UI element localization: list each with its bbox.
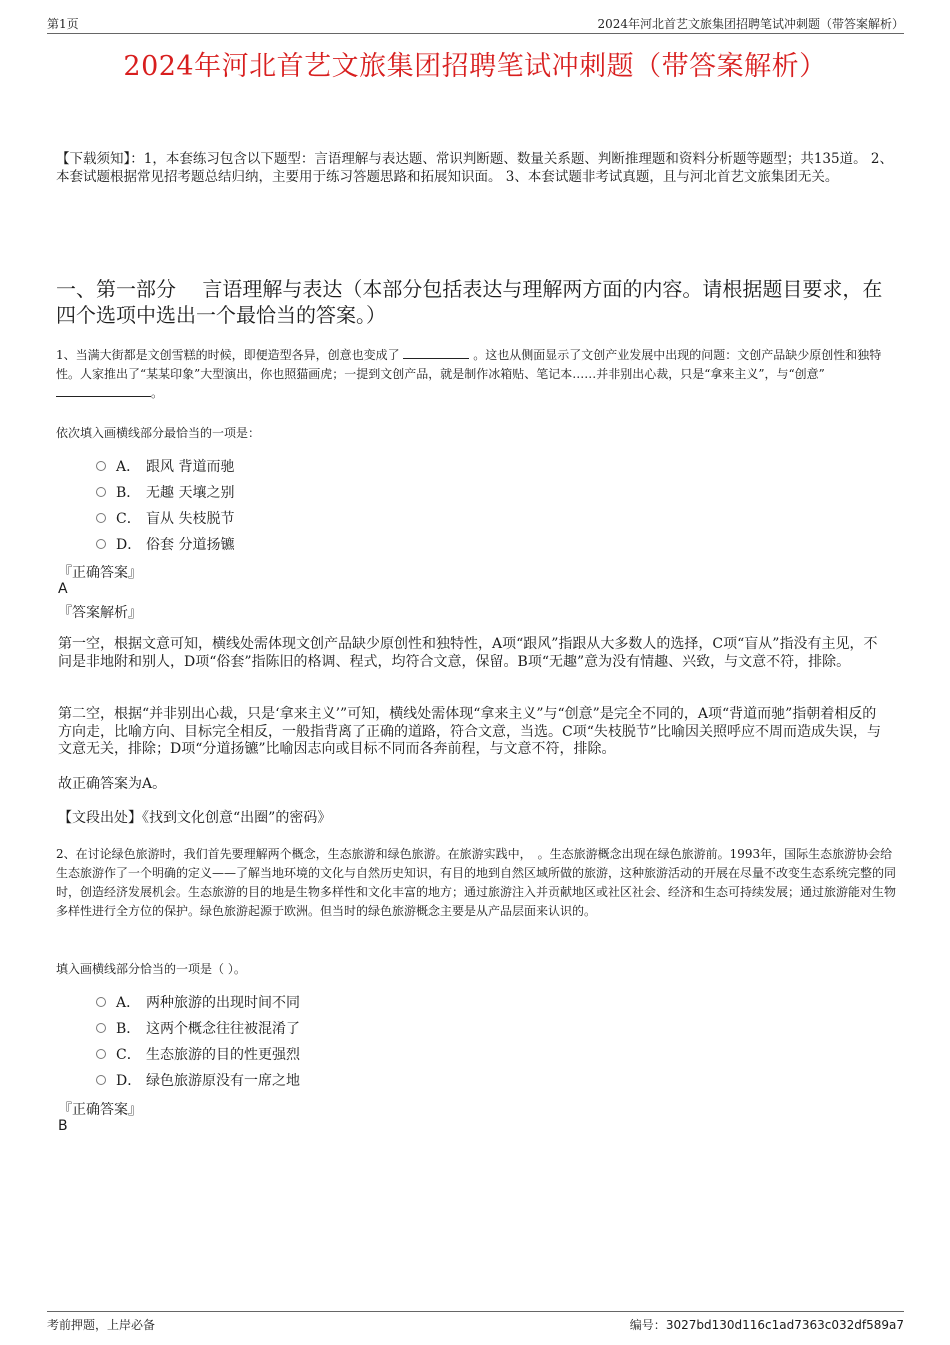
radio-icon[interactable] bbox=[96, 487, 106, 497]
analysis-paragraph-2: 第二空，根据“并非别出心裁，只是‘拿来主义’”可知，横线处需体现“拿来主义”与“创意”是完全不同的，A项“背道而驰”指朝着相反的方向走，比喻方向、目标完全相反，一般指背离了正确的道路，符合文意，当选。C项“失枝脱节”比喻因关照呼应不周而造成失误，与文意无关，排除；D项“分道扬镳”比喻因志向或目标不同而各奔前程，与文意不符，排除。 bbox=[58, 706, 882, 757]
option-a[interactable] bbox=[96, 989, 300, 1015]
option-c[interactable] bbox=[96, 1041, 300, 1067]
correct-answer-label: 『正确答案』 bbox=[58, 1102, 142, 1118]
footer-slogan: 考前押题，上岸必备 bbox=[47, 1318, 156, 1332]
radio-icon[interactable] bbox=[96, 997, 106, 1007]
option-text: 跟风 背道而驰 bbox=[146, 459, 235, 475]
radio-icon[interactable] bbox=[96, 1049, 106, 1059]
option-letter: C． bbox=[116, 1047, 141, 1063]
question-1-text-part-c: 。 bbox=[151, 386, 164, 400]
option-text: 两种旅游的出现时间不同 bbox=[146, 995, 300, 1011]
option-letter: D． bbox=[116, 537, 142, 553]
analysis-conclusion: 故正确答案为A。 bbox=[58, 776, 167, 792]
option-letter: A． bbox=[116, 459, 141, 475]
question-1-options bbox=[96, 453, 234, 557]
radio-icon[interactable] bbox=[96, 461, 106, 471]
option-text: 俗套 分道扬镳 bbox=[146, 537, 235, 553]
option-letter: B． bbox=[116, 485, 141, 501]
option-letter: C． bbox=[116, 511, 141, 527]
question-2-options bbox=[96, 989, 300, 1093]
analysis-paragraph-1: 第一空，根据文意可知，横线处需体现文创产品缺少原创性和独特性，A项“跟风”指跟从大多数人的选择，C项“盲从”指没有主见，不问是非地附和别人，D项“俗套”指陈旧的格调、程式，均符合文意，保留。B项“无趣”意为没有情趣、兴致，与文意不符，排除。 bbox=[58, 636, 878, 670]
option-text: 盲从 失枝脱节 bbox=[146, 511, 235, 527]
document-id bbox=[630, 1316, 904, 1333]
option-text: 生态旅游的目的性更强烈 bbox=[146, 1047, 300, 1063]
document-id-code: 3027bd130d116c1ad7363c032df589a7 bbox=[665, 1318, 904, 1332]
radio-icon[interactable] bbox=[96, 539, 106, 549]
page-number: 第1页 bbox=[47, 17, 79, 31]
document-id-label: 编号： bbox=[629, 1318, 666, 1332]
radio-icon[interactable] bbox=[96, 1075, 106, 1085]
option-letter: B． bbox=[116, 1021, 141, 1037]
option-d[interactable] bbox=[96, 531, 234, 557]
option-b[interactable] bbox=[96, 1015, 300, 1041]
option-letter: A． bbox=[116, 995, 141, 1011]
option-text: 无趣 天壤之别 bbox=[146, 485, 235, 501]
page-header bbox=[47, 13, 904, 34]
download-notice: 【下载须知】：1，本套练习包含以下题型：言语理解与表达题、常识判断题、数量关系题、判断推理题和资料分析题等题型；共135道。 2、本套试题根据常见招考题总结归纳，主要用于练习答题思路和拓展知识面。 3、本套试题非考试真题，且与河北首艺文旅集团无关。 bbox=[56, 151, 893, 185]
answer-blank-1 bbox=[403, 346, 469, 359]
section-heading: 一、第一部分 言语理解与表达（本部分包括表达与理解两方面的内容。请根据题目要求，在四个选项中选出一个最恰当的答案。） bbox=[56, 277, 883, 327]
correct-answer-label: 『正确答案』 bbox=[58, 565, 142, 581]
radio-icon[interactable] bbox=[96, 513, 106, 523]
option-b[interactable] bbox=[96, 479, 234, 505]
analysis-label: 『答案解析』 bbox=[58, 605, 142, 621]
option-a[interactable] bbox=[96, 453, 234, 479]
question-2-text: 2、在讨论绿色旅游时，我们首先要理解两个概念，生态旅游和绿色旅游。在旅游实践中， 。生态旅游概念出现在绿色旅游前。1993年，国际生态旅游协会给生态旅游作了一个明确的定义——了解当地环境的文化与自然历史知识，有目的地到自然区域所做的旅游，这种旅游活动的开展在尽量不改变生态系统完整的同时，创造经济发展机会。生态旅游的目的地是生物多样性和文化丰富的地方；通过旅游注入并贡献地区或社区社会、经济和生态可持续发展；通过旅游能对生物多样性进行全方位的保护。绿色旅游起源于欧洲。但当时的绿色旅游概念主要是从产品层面来认识的。 bbox=[56, 847, 897, 918]
correct-answer: B bbox=[58, 1118, 68, 1134]
question-1-text-part-a: 1、当满大街都是文创雪糕的时候，即便造型各异，创意也变成了 bbox=[56, 348, 400, 362]
question-2-prompt: 填入画横线部分恰当的一项是（ ）。 bbox=[56, 962, 246, 976]
option-text: 绿色旅游原没有一席之地 bbox=[146, 1073, 300, 1089]
question-1-prompt: 依次填入画横线部分最恰当的一项是： bbox=[56, 426, 261, 440]
option-d[interactable] bbox=[96, 1067, 300, 1093]
text-source: 【文段出处】《找到文化创意“出圈”的密码》 bbox=[58, 810, 332, 826]
correct-answer: A bbox=[58, 581, 68, 597]
radio-icon[interactable] bbox=[96, 1023, 106, 1033]
option-text: 这两个概念往往被混淆了 bbox=[146, 1021, 300, 1037]
page-footer bbox=[47, 1311, 904, 1332]
answer-blank-2 bbox=[56, 384, 151, 397]
option-c[interactable] bbox=[96, 505, 234, 531]
question-1-text bbox=[56, 346, 898, 403]
question-1-text-part-b: 。这也从侧面显示了文创产业发展中出现的问题：文创产品缺少原创性和独特性。人家推出了“某某印象”大型演出，你也照猫画虎；一提到文创产品，就是制作冰箱贴、笔记本……并非别出心裁，只是“拿来主义”，与“创意” bbox=[56, 348, 882, 381]
document-title: 2024年河北首艺文旅集团招聘笔试冲刺题（带答案解析） bbox=[123, 51, 827, 82]
option-letter: D． bbox=[116, 1073, 142, 1089]
header-doc-title: 2024年河北首艺文旅集团招聘笔试冲刺题（带答案解析） bbox=[597, 17, 904, 31]
